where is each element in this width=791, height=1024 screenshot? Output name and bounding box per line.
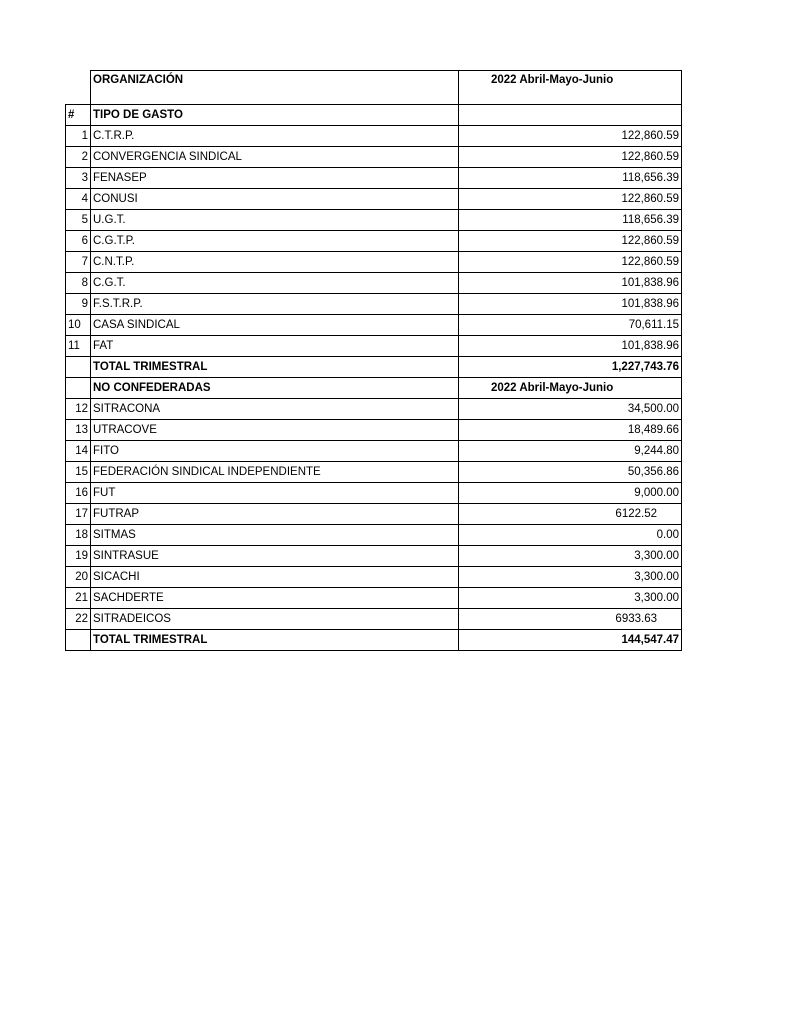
row-number: 14 xyxy=(66,441,91,462)
row-number: 3 xyxy=(66,168,91,189)
amount: 122,860.59 xyxy=(459,252,682,273)
table-row xyxy=(66,231,682,252)
empty-cell xyxy=(66,630,91,651)
row-number: 15 xyxy=(66,462,91,483)
row-number: 8 xyxy=(66,273,91,294)
amount: 18,489.66 xyxy=(459,420,682,441)
organization-name: U.G.T. xyxy=(91,210,459,231)
organization-name: SACHDERTE xyxy=(91,588,459,609)
amount: 101,838.96 xyxy=(459,273,682,294)
table-row xyxy=(66,273,682,294)
amount: 70,611.15 xyxy=(459,315,682,336)
row-number: 10 xyxy=(66,315,91,336)
section1-total-row xyxy=(66,357,682,378)
row-number: 22 xyxy=(66,609,91,630)
amount: 3,300.00 xyxy=(459,567,682,588)
total-value: 1,227,743.76 xyxy=(459,357,682,378)
table-row xyxy=(66,546,682,567)
row-number: 13 xyxy=(66,420,91,441)
table-row xyxy=(66,315,682,336)
organization-header-row xyxy=(66,71,682,105)
amount: 9,000.00 xyxy=(459,483,682,504)
table-row xyxy=(66,420,682,441)
row-number: 11 xyxy=(66,336,91,357)
expense-table xyxy=(65,70,682,651)
organization-name: FUTRAP xyxy=(91,504,459,525)
organization-name: SITMAS xyxy=(91,525,459,546)
row-number: 18 xyxy=(66,525,91,546)
table-row xyxy=(66,210,682,231)
organization-name: CONVERGENCIA SINDICAL xyxy=(91,147,459,168)
table-row xyxy=(66,252,682,273)
table-row xyxy=(66,147,682,168)
empty-cell xyxy=(459,105,682,126)
organization-name: SITRACONA xyxy=(91,399,459,420)
empty-cell xyxy=(66,357,91,378)
table-body xyxy=(66,71,682,651)
table-row xyxy=(66,504,682,525)
number-column-header: # xyxy=(66,105,91,126)
organization-name: FAT xyxy=(91,336,459,357)
organization-name: C.T.R.P. xyxy=(91,126,459,147)
organization-name: SINTRASUE xyxy=(91,546,459,567)
table-row xyxy=(66,525,682,546)
row-number: 4 xyxy=(66,189,91,210)
organization-name: SICACHI xyxy=(91,567,459,588)
amount: 122,860.59 xyxy=(459,231,682,252)
organization-name: C.G.T. xyxy=(91,273,459,294)
row-number: 20 xyxy=(66,567,91,588)
organization-name: CASA SINDICAL xyxy=(91,315,459,336)
section2-total-row xyxy=(66,630,682,651)
row-number: 17 xyxy=(66,504,91,525)
total-label: TOTAL TRIMESTRAL xyxy=(91,630,459,651)
amount: 122,860.59 xyxy=(459,189,682,210)
organization-header: ORGANIZACIÓN xyxy=(91,71,459,105)
organization-name: CONUSI xyxy=(91,189,459,210)
organization-name: FUT xyxy=(91,483,459,504)
table-row xyxy=(66,399,682,420)
row-number: 2 xyxy=(66,147,91,168)
amount: 34,500.00 xyxy=(459,399,682,420)
row-number: 21 xyxy=(66,588,91,609)
section2-title: NO CONFEDERADAS xyxy=(91,378,459,399)
organization-name: F.S.T.R.P. xyxy=(91,294,459,315)
organization-name: FENASEP xyxy=(91,168,459,189)
table-row xyxy=(66,189,682,210)
period-header: 2022 Abril-Mayo-Junio xyxy=(459,71,682,105)
table-row xyxy=(66,168,682,189)
row-number: 12 xyxy=(66,399,91,420)
table-row xyxy=(66,462,682,483)
total-value: 144,547.47 xyxy=(459,630,682,651)
amount: 3,300.00 xyxy=(459,546,682,567)
amount: 6933.63 xyxy=(459,609,682,630)
amount: 101,838.96 xyxy=(459,336,682,357)
amount: 0.00 xyxy=(459,525,682,546)
organization-name: FITO xyxy=(91,441,459,462)
section1-header-row xyxy=(66,105,682,126)
row-number: 7 xyxy=(66,252,91,273)
table-row xyxy=(66,588,682,609)
section1-title: TIPO DE GASTO xyxy=(91,105,459,126)
amount: 6122.52 xyxy=(459,504,682,525)
organization-name: FEDERACIÓN SINDICAL INDEPENDIENTE xyxy=(91,462,459,483)
organization-name: C.G.T.P. xyxy=(91,231,459,252)
empty-cell xyxy=(66,71,91,105)
amount: 101,838.96 xyxy=(459,294,682,315)
row-number: 6 xyxy=(66,231,91,252)
table-row xyxy=(66,483,682,504)
row-number: 19 xyxy=(66,546,91,567)
amount: 3,300.00 xyxy=(459,588,682,609)
organization-name: C.N.T.P. xyxy=(91,252,459,273)
table-row xyxy=(66,567,682,588)
amount: 50,356.86 xyxy=(459,462,682,483)
table-row xyxy=(66,294,682,315)
table-row xyxy=(66,336,682,357)
table-row xyxy=(66,609,682,630)
row-number: 1 xyxy=(66,126,91,147)
table-row xyxy=(66,441,682,462)
section2-header-row xyxy=(66,378,682,399)
section2-period-header: 2022 Abril-Mayo-Junio xyxy=(459,378,682,399)
table-row xyxy=(66,126,682,147)
amount: 118,656.39 xyxy=(459,168,682,189)
amount: 122,860.59 xyxy=(459,126,682,147)
organization-name: UTRACOVE xyxy=(91,420,459,441)
total-label: TOTAL TRIMESTRAL xyxy=(91,357,459,378)
organization-name: SITRADEICOS xyxy=(91,609,459,630)
amount: 122,860.59 xyxy=(459,147,682,168)
row-number: 5 xyxy=(66,210,91,231)
row-number: 9 xyxy=(66,294,91,315)
empty-cell xyxy=(66,378,91,399)
amount: 118,656.39 xyxy=(459,210,682,231)
row-number: 16 xyxy=(66,483,91,504)
amount: 9,244.80 xyxy=(459,441,682,462)
